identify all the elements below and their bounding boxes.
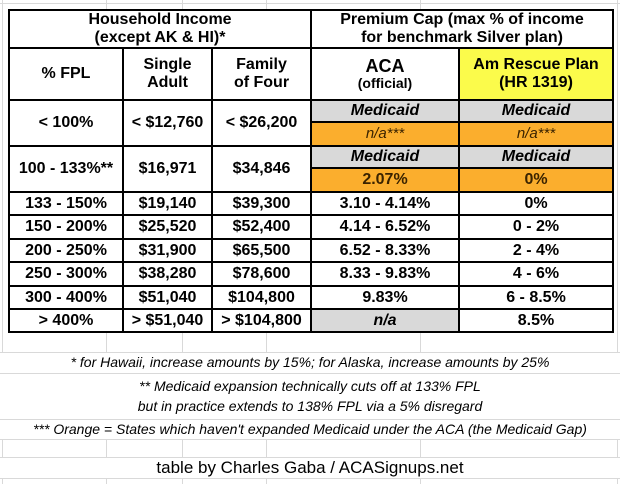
cell-fpl: > 400% bbox=[9, 309, 123, 332]
cell-single-adult: $16,971 bbox=[123, 146, 212, 192]
column-header-aca bbox=[311, 48, 459, 100]
table-row-150-200 bbox=[9, 215, 613, 239]
cell-aca-cap: 4.14 - 6.52% bbox=[311, 215, 459, 239]
cell-aca-medicaid: Medicaid bbox=[311, 146, 459, 168]
column-header-line1: ACA bbox=[365, 56, 405, 77]
cell-family-of-four: $104,800 bbox=[212, 286, 311, 309]
gridline bbox=[0, 439, 620, 440]
table-row-over-400 bbox=[9, 309, 613, 332]
column-header-line2: (HR 1319) bbox=[499, 74, 573, 91]
footnote-medicaid-gap bbox=[0, 419, 620, 439]
gridline bbox=[0, 419, 620, 420]
cell-fpl: 250 - 300% bbox=[9, 262, 123, 286]
cell-aca-cap: 8.33 - 9.83% bbox=[311, 262, 459, 286]
cell-family-of-four: $65,500 bbox=[212, 239, 311, 262]
group-header-line2: (except AK & HI)* bbox=[94, 29, 226, 46]
footnote-hawaii-alaska bbox=[0, 352, 620, 373]
cell-aca-cap: 6.52 - 8.33% bbox=[311, 239, 459, 262]
footnote-text: *** Orange = States which haven't expanded Medicaid under the ACA (the Medicaid Gap) bbox=[33, 420, 587, 437]
footnote-medicaid-expansion bbox=[0, 373, 620, 419]
cell-arp-medicaid: Medicaid bbox=[459, 146, 613, 168]
column-header-line1: Single bbox=[143, 56, 192, 74]
cell-single-adult: > $51,040 bbox=[123, 309, 212, 332]
column-header-family-of-four bbox=[212, 48, 311, 100]
income-premium-cap-table bbox=[8, 9, 614, 333]
group-header-line1: Premium Cap (max % of income bbox=[340, 11, 584, 29]
cell-aca-cap: 9.83% bbox=[311, 286, 459, 309]
footnote-text: * for Hawaii, increase amounts by 15%; for Alaska, increase amounts by 25% bbox=[70, 354, 550, 371]
credit-text: table by Charles Gaba / ACASignups.net bbox=[156, 457, 464, 477]
gridline bbox=[0, 373, 620, 374]
group-header-row bbox=[9, 10, 613, 48]
column-header-single-adult bbox=[123, 48, 212, 100]
cell-arp-cap: 2 - 4% bbox=[459, 239, 613, 262]
gridline bbox=[0, 352, 620, 353]
cell-fpl: 200 - 250% bbox=[9, 239, 123, 262]
column-header-line1: Am Rescue Plan bbox=[473, 56, 599, 74]
cell-family-of-four: $52,400 bbox=[212, 215, 311, 239]
cell-single-adult: $19,140 bbox=[123, 192, 212, 215]
household-income-group-header bbox=[9, 10, 311, 48]
credit-row bbox=[0, 457, 620, 478]
table-row-250-300 bbox=[9, 262, 613, 286]
cell-single-adult: < $12,760 bbox=[123, 100, 212, 146]
column-header-line1: Family bbox=[236, 56, 287, 74]
gridline bbox=[0, 478, 620, 479]
premium-cap-group-header bbox=[311, 10, 613, 48]
table-row-200-250 bbox=[9, 239, 613, 262]
cell-aca-na: n/a*** bbox=[311, 122, 459, 146]
cell-single-adult: $51,040 bbox=[123, 286, 212, 309]
cell-arp-cap: 8.5% bbox=[459, 309, 613, 332]
cell-arp-cap: 4 - 6% bbox=[459, 262, 613, 286]
cell-fpl: 150 - 200% bbox=[9, 215, 123, 239]
group-header-line1: Household Income bbox=[88, 11, 232, 29]
column-header-line2: of Four bbox=[233, 74, 290, 91]
cell-fpl: 133 - 150% bbox=[9, 192, 123, 215]
group-header-line2: for benchmark Silver plan) bbox=[361, 29, 563, 46]
cell-single-adult: $25,520 bbox=[123, 215, 212, 239]
cell-family-of-four: < $26,200 bbox=[212, 100, 311, 146]
footnote-text-line2: but in practice extends to 138% FPL via a 5% disregard bbox=[137, 398, 483, 414]
cell-aca-cap: 3.10 - 4.14% bbox=[311, 192, 459, 215]
cell-single-adult: $31,900 bbox=[123, 239, 212, 262]
cell-fpl: 300 - 400% bbox=[9, 286, 123, 309]
cell-arp-cap: 0% bbox=[459, 192, 613, 215]
cell-arp-cap: 6 - 8.5% bbox=[459, 286, 613, 309]
cell-arp-medicaid: Medicaid bbox=[459, 100, 613, 122]
table-row-133-150 bbox=[9, 192, 613, 215]
cell-aca-medicaid: Medicaid bbox=[311, 100, 459, 122]
cell-family-of-four: $34,846 bbox=[212, 146, 311, 192]
table-row-100-133 bbox=[9, 146, 613, 168]
gridline bbox=[0, 3, 620, 4]
column-header-am-rescue-plan bbox=[459, 48, 613, 100]
cell-family-of-four: $78,600 bbox=[212, 262, 311, 286]
cell-aca-na: n/a bbox=[311, 309, 459, 332]
cell-family-of-four: > $104,800 bbox=[212, 309, 311, 332]
table-row-300-400 bbox=[9, 286, 613, 309]
cell-arp-na: n/a*** bbox=[459, 122, 613, 146]
cell-aca-cap: 2.07% bbox=[311, 168, 459, 192]
column-header-line2: (official) bbox=[357, 75, 413, 92]
cell-family-of-four: $39,300 bbox=[212, 192, 311, 215]
cell-arp-cap: 0% bbox=[459, 168, 613, 192]
gridline bbox=[0, 457, 620, 458]
cell-fpl: 100 - 133%** bbox=[9, 146, 123, 192]
table-row-under-100 bbox=[9, 100, 613, 122]
column-header-line2: Adult bbox=[147, 74, 188, 91]
column-header-fpl: % FPL bbox=[9, 48, 123, 100]
footnote-text-line1: ** Medicaid expansion technically cuts off at 133% FPL bbox=[139, 377, 481, 394]
cell-single-adult: $38,280 bbox=[123, 262, 212, 286]
column-header-row bbox=[9, 48, 613, 100]
cell-arp-cap: 0 - 2% bbox=[459, 215, 613, 239]
cell-fpl: < 100% bbox=[9, 100, 123, 146]
